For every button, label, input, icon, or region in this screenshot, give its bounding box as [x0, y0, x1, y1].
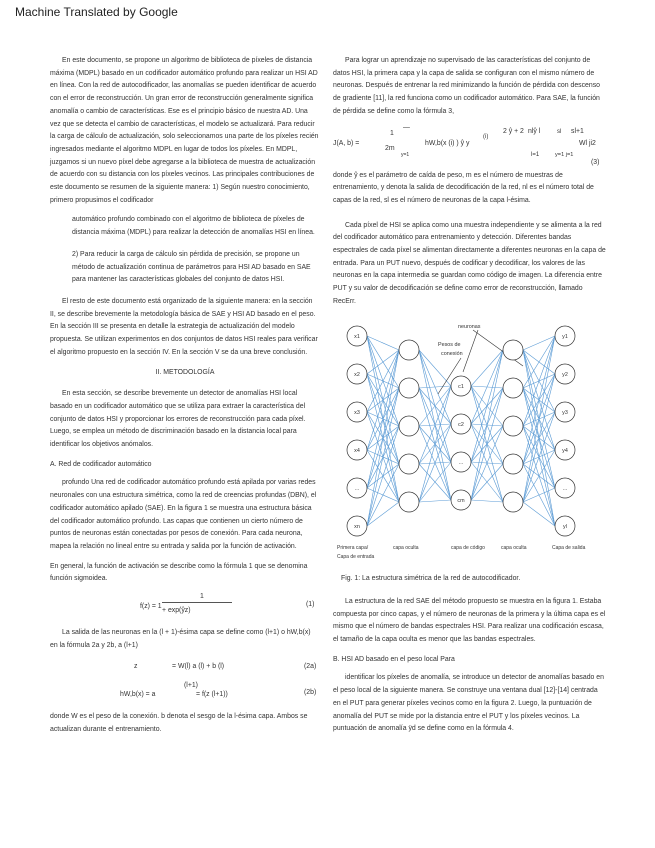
eq1-number: (1): [306, 601, 315, 609]
connection-line: [419, 462, 451, 502]
code-neuron-label: ...: [458, 459, 464, 466]
code-neuron-label: c1: [458, 383, 464, 390]
eq3-i: (i): [483, 133, 489, 140]
label-neuronas: neuronas: [458, 323, 481, 330]
pixel-sample-paragraph: Cada píxel de HSI se aplica como una muestra independiente y se alimenta a la red del codificador automático para entrenamiento y detección. Diferentes bandas espectrales de cada píxel se alimentan directamente a diferentes neuronas en la capa de entrada. Para un PUT nuevo, después de codificar y decodificar, los valores de las neuronas en la capa intermedia se guardan como código de imagen. La diferencia entre PUT y su valor de decodificación se define como error de reconstrucción, llamado RecErr.: [333, 221, 606, 305]
organization-paragraph: El resto de este documento está organizado de la siguiente manera: en la sección II, se describe brevemente la metodología básica de SAE y HSI AD basado en el peso. En la sección III se presenta en detalle la estrategia de actualización del modelo propuesta. Se utilizan experimentos en dos conjuntos de datos HSI reales para verificar el algoritmo propuesto en la sección IV. En la sección V se da una breve conclusión.: [50, 297, 318, 356]
hidden-1-neuron: [399, 454, 419, 474]
right-column: [333, 55, 606, 743]
equation-2a: [50, 659, 320, 677]
left-column: [50, 55, 320, 744]
output-neuron-label: yl: [563, 523, 567, 530]
connection-line: [419, 386, 451, 426]
connection-line: [471, 388, 503, 500]
weights-paragraph: donde W es el peso de la conexión. b denota el sesgo de la l-ésima capa. Ambos se actualizan durante el entrenamiento.: [50, 713, 308, 734]
label-pointer: [463, 330, 478, 372]
activation-paragraph: En general, la función de activación se describe como la fórmula 1 que se denomina función sigmoidea.: [50, 562, 308, 583]
hidden-2-neuron: [503, 340, 523, 360]
eq3-r1: 2 ŷ + 2: [503, 127, 524, 135]
label-primera-capa-1: Primera capa/: [337, 544, 369, 551]
connection-line: [523, 336, 555, 502]
connection-line: [471, 350, 503, 462]
eq3-dash: —: [403, 123, 410, 131]
connection-line: [471, 350, 503, 386]
figure-1: [333, 316, 606, 572]
label-primera-capa-2: Capa de entrada: [337, 553, 375, 560]
input-neuron-label: xn: [354, 523, 360, 530]
label-capa-oculta-1: capa oculta: [393, 544, 419, 551]
eq2a-rhs: = W(l) a (l) + b (l): [172, 663, 225, 671]
eq3-nl: nlŷ l: [528, 127, 541, 135]
unsupervised-paragraph: Para lograr un aprendizaje no supervisado de las características del conjunto de datos HSI, la primera capa y la capa de salida se configuran con el mismo número de neuronas. Después de entrenar la red minimizando la función de pérdida con descenso de gradiente [11], la red funciona como un codificador automático. Para SAE, la función de pérdida se define como la fórmula 3,: [333, 57, 600, 115]
label-capa-salida: Capa de salida: [552, 544, 586, 551]
hidden-2-neuron: [503, 378, 523, 398]
label-capa-oculta-2: capa oculta: [501, 544, 527, 551]
eq3-sl: sl: [557, 128, 562, 135]
label-capa-codigo: capa de código: [451, 544, 485, 551]
output-neuron-label: y3: [562, 409, 568, 416]
layer-output-paragraph: La salida de las neuronas en la (l + 1)-ésima capa se define como (l+1) o hW,b(x) en la fórmula 2a y 2b, a (l+1): [50, 629, 311, 649]
connection-line: [523, 412, 555, 502]
eq1-fraction-bar: [162, 602, 232, 603]
input-neuron-label: x4: [354, 447, 360, 454]
contributions-list-2: [50, 249, 320, 287]
input-neuron-label: ...: [354, 485, 360, 492]
eq3-middle: hW,b(x (i) ) ŷ y: [425, 139, 470, 147]
hidden-2-neuron: [503, 492, 523, 512]
eq3-l1: l=1: [531, 151, 540, 158]
output-neuron-label: ...: [562, 485, 568, 492]
eq2b-lhs: hW,b(x) = a: [120, 691, 156, 699]
connection-line: [471, 464, 503, 500]
connection-line: [471, 426, 503, 500]
eq3-lhs: J(A, b) =: [333, 139, 360, 147]
eq2b-number: (2b): [304, 689, 317, 697]
structure-paragraph: La estructura de la red SAE del método propuesto se muestra en la figura 1. Estaba compuesta por cinco capas, y el número de neuronas de la primera y la última capa es el mismo que el número de bandas espectrales HSI. Para realizar una codificación escasa, el tamaño de la capa oculta es menor que las bandas espectrales.: [333, 597, 606, 644]
output-neuron-label: y4: [562, 447, 568, 454]
eq3-y1: y=1: [401, 151, 410, 158]
local-weight-paragraph: identificar los píxeles de anomalía, se introduce un detector de anomalías basado en el peso local de la siguiente manera. Se construye una ventana dual [12]-[14] centrada en el PUT para generar píxeles vecinos como en la figura 2. Luego, la puntuación de anomalía del PUT se mide por la distancia entre el PUT y los píxeles vecinos. La puntuación de anomalía ÿd se define como en la fórmula 4.: [333, 674, 604, 733]
hidden-1-neuron: [399, 378, 419, 398]
input-neuron-label: x2: [354, 371, 360, 378]
eq1-numerator: 1: [200, 593, 204, 601]
eq3-2m: 2m: [385, 144, 395, 152]
connection-line: [419, 500, 451, 502]
output-neuron-label: y2: [562, 371, 568, 378]
intro-paragraph: En este documento, se propone un algoritmo de biblioteca de píxeles de distancia máxima (MDPL) basado en un codificador automático profundo para realizar un HSI AD en línea. Con la red de autocodificador, las anomalías se pueden identificar de acuerdo con el error de reconstrucción. Un gran error de reconstrucción generalmente significa anomalía o cambio de características. Ese es el principio básico de nuestra AD. Una vez que se detecta el cambio de características, el modelo se actualizará. Para reducir la carga de cálculo de actualización, solo seleccionamos una parte de los píxeles recién ingresados mediante el algoritmo MDPL en lugar de todos los píxeles. En MDPL, juzgamos si un nuevo píxel debe agregarse a la biblioteca de muestra de actualización de acuerdo con su distancia con los píxeles vecinos. Las principales contribuciones de este documento se resumen de la siguiente manera: 1) Según nuestro conocimiento, primero propusimos el codificador: [50, 57, 319, 204]
label-pesos-2: conexión: [441, 350, 463, 357]
contributions-list: [50, 214, 320, 239]
eq3-one: 1: [390, 129, 394, 137]
hidden-2-neuron: [503, 416, 523, 436]
figure-caption: Fig. 1: La estructura simétrica de la red de autocodificador.: [341, 575, 521, 583]
hidden-1-neuron: [399, 492, 419, 512]
methodology-paragraph: En esta sección, se describe brevemente un detector de anomalías HSI local basado en un codificador automático que se utiliza para extraer la característica del conjunto de datos HSI y proporcionar los errores de reconstrucción para cada píxel. Luego, se emplea un método de discriminación basado en la distancia local para identificar los objetivos anómalos.: [50, 390, 306, 448]
output-neuron-label: y1: [562, 333, 568, 340]
eq1-lhs: f(z) = 1: [140, 603, 162, 611]
subsection-b-heading: B. HSI AD basado en el peso local Para: [333, 655, 455, 663]
hidden-1-neuron: [399, 416, 419, 436]
section-heading: II. METODOLOGÍA: [155, 369, 215, 377]
eq2a-lhs: z: [134, 663, 138, 671]
equation-3: [333, 123, 606, 166]
eq3-yj: y=1 j=1: [555, 151, 574, 158]
eq2a-number: (2a): [304, 663, 317, 671]
eq3-sl1: sl+1: [571, 127, 584, 135]
equation-2b: [50, 683, 320, 705]
code-neuron-label: cm: [457, 497, 465, 504]
label-pesos-1: Pesos de: [438, 341, 461, 348]
eq2b-rhs: = f(z (l+1)): [196, 691, 228, 699]
connection-line: [523, 336, 555, 464]
connection-line: [471, 350, 503, 500]
hidden-2-neuron: [503, 454, 523, 474]
eq1-denominator: + exp(ŷz): [162, 607, 191, 615]
eq3-number: (3): [591, 158, 600, 166]
connection-line: [419, 386, 451, 464]
hidden-1-neuron: [399, 340, 419, 360]
input-neuron-label: x1: [354, 333, 360, 340]
connection-line: [419, 386, 451, 502]
connection-line: [523, 374, 555, 502]
machine-translated-banner: Machine Translated by Google: [15, 5, 178, 19]
connection-line: [471, 350, 503, 424]
connection-line: [471, 500, 503, 502]
eq2b-superscript: (l+1): [184, 682, 198, 690]
connection-line: [367, 336, 399, 350]
subsection-a-heading: A. Red de codificador automático: [50, 460, 152, 468]
equation-1: [50, 593, 320, 621]
input-neuron-label: x3: [354, 409, 360, 416]
autoencoder-paragraph: profundo Una red de codificador automático profundo está apilada por varias redes neuronales con una estructura simétrica, como la red de creencias profundas (DBN), el codificador automático apilado (SAE). En la figura 1 se muestra una estructura básica del codificador automático profundo. Las capas que contienen un cierto número de puntos de neuronas están conectadas por pesos de conexión. Para cada neurona, mapea la relación no lineal entre su entrada y salida por la función de activación.: [50, 479, 317, 550]
contribution-1: automático profundo combinado con el algoritmo de biblioteca de píxeles de distancia máxima (MDPL) para realizar la detección de anomalías HSI en línea.: [72, 216, 315, 237]
autoencoder-diagram: [333, 316, 606, 566]
connection-line: [523, 336, 555, 350]
contribution-2: 2) Para reducir la carga de cálculo sin pérdida de precisión, se propone un método de actualización continua de parámetros para HSI AD basado en SAE para mantener las características globales del conjunto de datos HSI.: [72, 250, 311, 284]
connection-line: [523, 336, 555, 426]
connection-line: [419, 424, 451, 502]
diagram-labels: [337, 324, 586, 560]
code-neuron-label: c2: [458, 421, 464, 428]
eq3-w: Wl ji2: [579, 139, 596, 147]
loss-definition-paragraph: donde ŷ es el parámetro de caída de peso, m es el número de muestras de entrenamiento, y denota la salida de decodificación de la red, nl es el número total de capas de la red, sl es el número de neuronas de la capa l-ésima.: [333, 171, 594, 204]
